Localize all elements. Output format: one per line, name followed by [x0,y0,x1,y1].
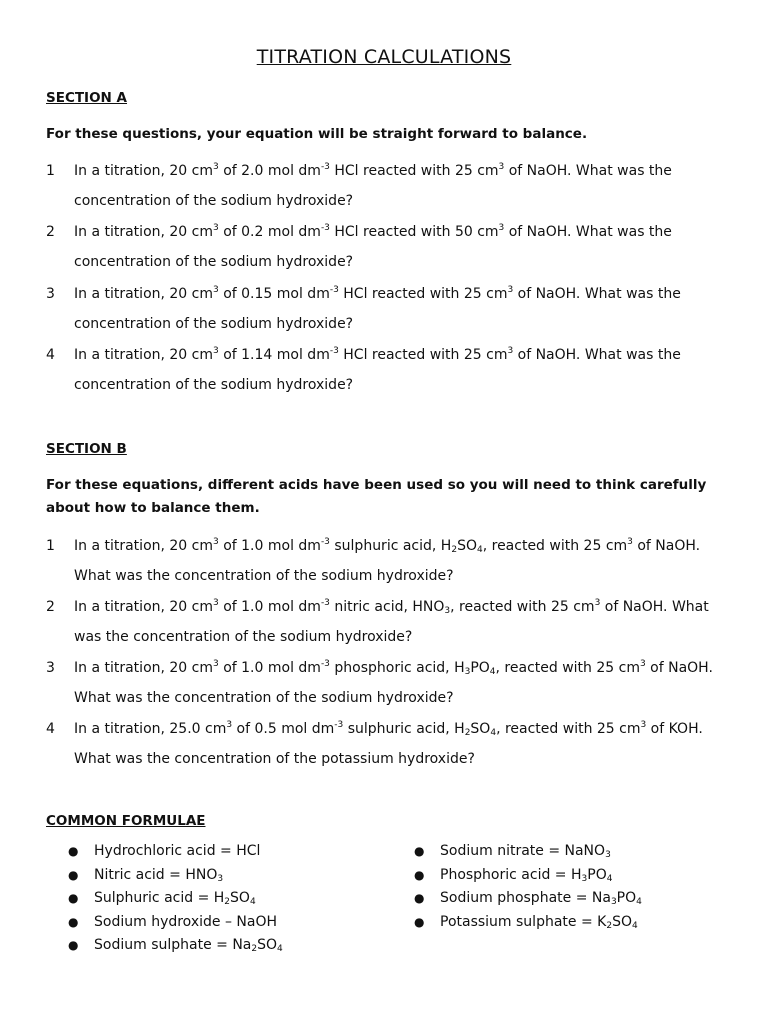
formula-item: ● Sodium phosphate = $Na_3PO_4$ [414,887,642,911]
section-a-question-1 [46,156,726,216]
question-number: 3 [46,660,55,676]
bullet-icon: ● [68,891,79,905]
formula-item: ● Sulphuric acid = $H_2SO_4$ [68,887,283,911]
formulae-list-left [68,840,283,958]
common-formulae-heading: COMMON FORMULAE [46,813,206,829]
formula-item: ● Hydrochloric acid = HCl [68,840,283,864]
bullet-icon: ● [68,844,79,858]
formulae-list-right [414,840,642,934]
bullet-icon: ● [414,914,425,929]
question-text: In a titration, 20 $cm^3$ of 1.0 mol $dm^{-3}$ sulphuric acid, $H_2SO_4$, reacted with 25 $cm^3$ of NaOH. What was the concentration of the sodium hydroxide? [74,537,701,584]
question-number: 3 [46,286,55,302]
formula-item: ● Potassium sulphate = $K_2SO_4$ [414,911,642,935]
section-b-instruction: For these equations, different acids have been used so you will need to think carefully about how to balance them. [46,477,707,516]
bullet-icon: ● [414,844,425,858]
question-text: In a titration, 20 $cm^3$ of 1.14 mol $dm^{-3}$ HCl reacted with 25 $cm^3$ of NaOH. What was the concentration of the sodium hydroxide? [74,346,681,393]
formula-item: ● Sodium sulphate = $Na_2SO_4$ [68,934,283,958]
question-number: 4 [46,721,55,737]
bullet-icon: ● [414,867,425,882]
question-text: In a titration, 20 $cm^3$ of 0.2 mol $dm^{-3}$ HCl reacted with 50 $cm^3$ of NaOH. What was the concentration of the sodium hydroxide? [74,223,672,270]
bullet-icon: ● [414,891,425,905]
section-a-question-4 [46,340,726,400]
section-b-question-2 [46,592,726,652]
section-b-question-3 [46,653,726,713]
question-text: In a titration, 20 $cm^3$ of 2.0 mol $dm^{-3}$ HCl reacted with 25 $cm^3$ of NaOH. What was the concentration of the sodium hydroxide? [74,162,672,209]
bullet-icon: ● [68,914,79,929]
question-number: 4 [46,347,55,363]
question-text: In a titration, 20 $cm^3$ of 1.0 mol $dm^{-3}$ nitric acid, $HNO_3$, reacted with 25 $cm^3$ of NaOH. What was the concentration of the sodium hydroxide? [74,598,709,645]
section-a-question-2 [46,217,726,277]
formula-item: ● Nitric acid = $HNO_3$ [68,864,283,888]
page-title: TITRATION CALCULATIONS [256,46,512,68]
question-number: 1 [46,163,55,179]
formula-item: ● Sodium nitrate = NaNO$_3$ [414,840,642,864]
question-number: 2 [46,224,55,240]
section-a-question-3 [46,279,726,339]
formula-item: ● Sodium hydroxide – NaOH [68,911,283,935]
question-text: In a titration, 20 $cm^3$ of 1.0 mol $dm^{-3}$ phosphoric acid, $H_3PO_4$, reacted with 25 $cm^3$ of NaOH. What was the concentration of the sodium hydroxide? [74,659,713,706]
question-text: In a titration, 20 $cm^3$ of 0.15 mol $dm^{-3}$ HCl reacted with 25 $cm^3$ of NaOH. What was the concentration of the sodium hydroxide? [74,285,681,332]
bullet-icon: ● [68,938,79,952]
section-a-heading: SECTION A [46,90,128,106]
formula-item: ● Phosphoric acid = $H_3PO_4$ [414,864,642,888]
question-text: In a titration, 25.0 $cm^3$ of 0.5 mol $dm^{-3}$ sulphuric acid, $H_2SO_4$, reacted with 25 $cm^3$ of KOH. What was the concentration of the potassium hydroxide? [74,720,703,767]
question-number: 2 [46,599,55,615]
section-b-heading: SECTION B [46,441,127,457]
section-a-instruction: For these questions, your equation will be straight forward to balance. [46,126,588,142]
bullet-icon: ● [68,867,79,882]
section-b-question-4 [46,714,726,774]
section-b-question-1 [46,531,726,591]
question-number: 1 [46,538,55,554]
